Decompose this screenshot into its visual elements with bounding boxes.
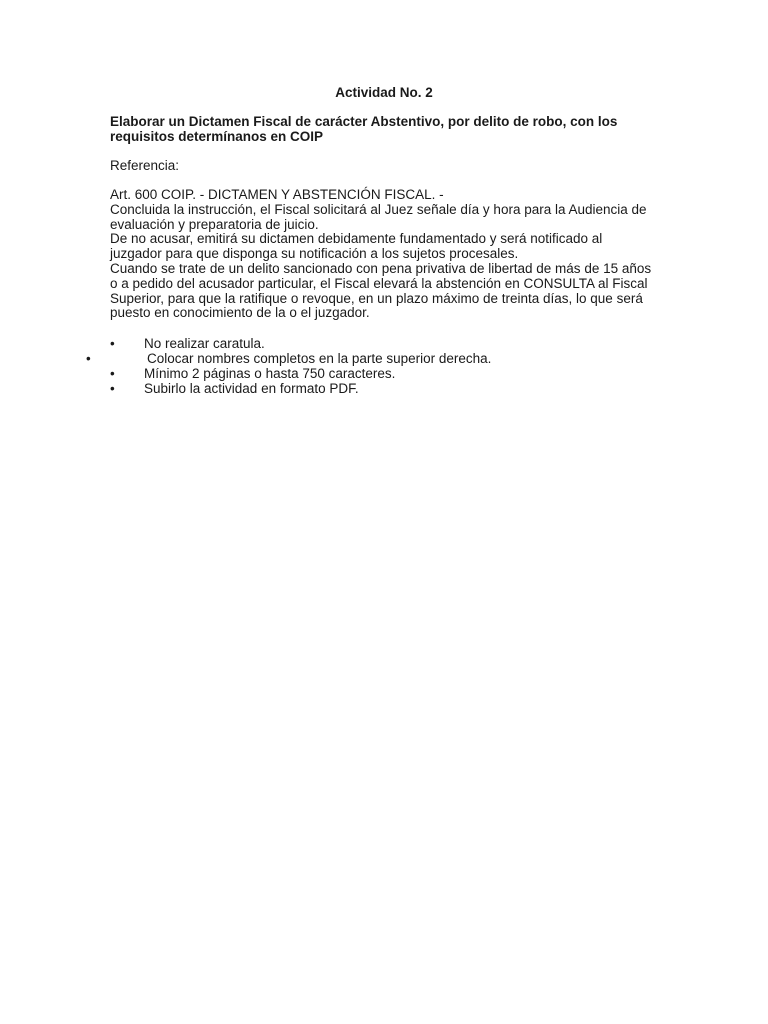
list-item: Subirlo la actividad en formato PDF. — [144, 381, 359, 396]
assignment-instructions — [110, 114, 670, 144]
article-heading: Art. 600 COIP. - DICTAMEN Y ABSTENCIÓN FISCAL. - — [110, 187, 444, 202]
bullet-marker: • — [110, 336, 115, 351]
article-line: puesto en conocimiento de la o el juzgador. — [110, 305, 370, 321]
list-item: No realizar caratula. — [144, 336, 265, 351]
article-line: De no acusar, emitirá su dictamen debidamente fundamentado y será notificado al — [110, 231, 603, 247]
bullet-marker: • — [110, 366, 115, 381]
assignment-line: Elaborar un Dictamen Fiscal de carácter Abstentivo, por delito de robo, con los — [110, 114, 618, 129]
bullet-marker: • — [86, 351, 91, 366]
list-item: Mínimo 2 páginas o hasta 750 caracteres. — [144, 366, 396, 381]
bullet-marker: • — [110, 381, 115, 396]
activity-title: Actividad No. 2 — [335, 85, 433, 100]
article-600-text — [110, 188, 670, 321]
article-line: Cuando se trate de un delito sancionado con pena privativa de libertad de más de 15 años — [110, 260, 652, 276]
article-line: Superior, para que la ratifique o revoque, en un plazo máximo de treinta días, lo que será — [110, 290, 643, 306]
reference-label: Referencia: — [110, 158, 180, 173]
article-line: evaluación y preparatoria de juicio. — [110, 216, 319, 232]
article-line: Concluida la instrucción, el Fiscal solicitará al Juez señale día y hora para la Audiencia de — [110, 201, 647, 217]
list-item: Colocar nombres completos en la parte superior derecha. — [147, 351, 492, 366]
article-line: juzgador para que disponga su notificación a los sujetos procesales. — [110, 246, 519, 262]
assignment-line: requisitos determínanos en COIP — [110, 129, 324, 144]
article-line: o a pedido del acusador particular, el Fiscal elevará la abstención en CONSULTA al Fiscal — [110, 275, 648, 291]
